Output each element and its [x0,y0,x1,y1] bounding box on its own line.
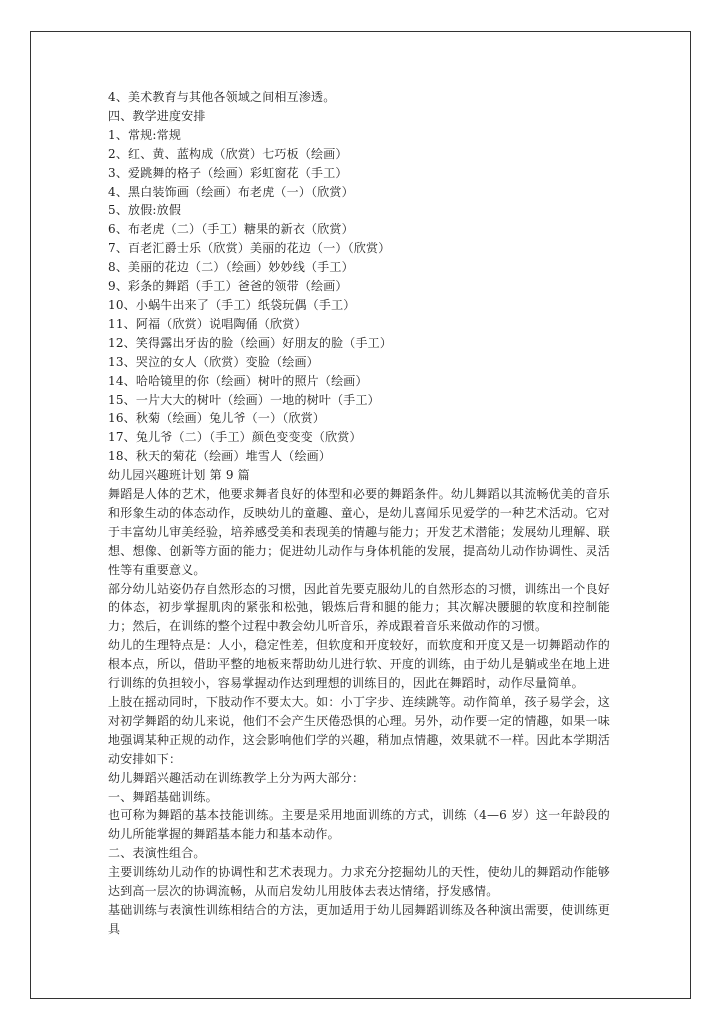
body-paragraph: 也可称为舞蹈的基本技能训练。主要是采用地面训练的方式，训练（4—6 岁）这一年龄段的幼儿所能掌握的舞蹈基本能力和基本动作。 [108,808,610,842]
schedule-item: 1、常规:常规 [108,127,182,142]
schedule-item: 6、布老虎（二）（手工）糖果的新衣（欣赏） [108,222,354,237]
schedule-item: 17、兔儿爷（二）（手工）颜色变变变（欣赏） [108,430,362,445]
body-paragraph: 舞蹈是人体的艺术，他要求舞者良好的体型和必要的舞蹈条件。幼儿舞蹈以其流畅优美的音乐和形象生动的体态动作，反映幼儿的童趣、童心，是幼儿喜闻乐见爱学的一种艺术活动。它对于丰富幼儿审美经验，培养感受美和表现美的情趣与能力；开发艺术潜能；发展幼儿理解、联想、想像、创新等方面的能力；促进幼儿动作与身体机能的发展，提高幼儿动作协调性、灵活性等有重要意义。 [108,487,610,577]
chapter-title: 幼儿园兴趣班计划 第 9 篇 [108,468,250,483]
schedule-item: 9、彩条的舞蹈（手工）爸爸的领带（绘画） [108,279,348,294]
schedule-item: 8、美丽的花边（二）（绘画）妙妙线（手工） [108,260,354,275]
schedule-item: 13、哭泣的女人（欣赏）变脸（绘画） [108,354,319,369]
body-paragraph: 主要训练幼儿动作的协调性和艺术表现力。力求充分挖掘幼儿的天性，使幼儿的舞蹈动作能够达到高一层次的协调流畅，从而启发幼儿用肢体去表达情绪，抒发感情。 [108,865,610,899]
body-paragraph: 部分幼儿站姿仍存自然形态的习惯，因此首先要克服幼儿的自然形态的习惯，训练出一个良好的体态，初步掌握肌肉的紧张和松弛，锻炼后背和腿的能力；其次解决腰腿的软度和控制能力；然后，在训练的整个过程中教会幼儿听音乐，养成跟着音乐来做动作的习惯。 [108,581,610,634]
schedule-item: 3、爱跳舞的格子（绘画）彩虹窗花（手工） [108,165,348,180]
document-body [108,88,610,939]
schedule-item: 12、笑得露出牙齿的脸（绘画）好朋友的脸（手工） [108,335,393,350]
schedule-item: 7、百老汇爵士乐（欣赏）美丽的花边（一）（欣赏） [108,241,391,256]
section-heading: 二、表演性组合。 [108,846,206,861]
schedule-item: 16、秋菊（绘画）兔儿爷（一）（欣赏） [108,411,326,426]
section-heading: 一、舞蹈基础训练。 [108,789,218,804]
text-line: 4、美术教育与其他各领域之间相互渗透。 [108,90,336,104]
body-paragraph: 上肢在摇动同时，下肢动作不要太大。如：小丁字步、连续跳等。动作简单，孩子易学会，这对初学舞蹈的幼儿来说，他们不会产生厌倦恐惧的心理。另外，动作要一定的情趣，如果一味地强调某种正规的动作，这会影响他们学的兴趣，稍加点情趣，效果就不一样。因此本学期活动安排如下： [108,695,610,766]
body-paragraph: 幼儿的生理特点是：人小，稳定性差，但软度和开度较好，而软度和开度又是一切舞蹈动作的根本点，所以，借助平整的地板来帮助幼儿进行软、开度的训练，由于幼儿是躺或坐在地上进行训练的负担较小，容易掌握动作达到理想的训练目的，因此在舞蹈时，动作尽量简单。 [108,638,610,691]
body-paragraph: 基础训练与表演性训练相结合的方法，更加适用于幼儿园舞蹈训练及各种演出需要，使训练更具 [108,902,610,936]
schedule-item: 10、小蜗牛出来了（手工）纸袋玩偶（手工） [108,297,356,312]
schedule-item: 2、红、黄、蓝构成（欣赏）七巧板（绘画） [108,146,348,161]
body-paragraph: 幼儿舞蹈兴趣活动在训练教学上分为两大部分： [108,770,365,785]
schedule-item: 18、秋天的菊花（绘画）堆雪人（绘画） [108,449,332,464]
schedule-item: 4、黑白装饰画（绘画）布老虎（一）（欣赏） [108,184,354,199]
schedule-item: 5、放假:放假 [108,203,182,218]
schedule-item: 15、一片大大的树叶（绘画）一地的树叶（手工） [108,392,380,407]
schedule-item: 11、阿福（欣赏）说唱陶俑（欣赏） [108,316,307,331]
schedule-item: 14、哈哈镜里的你（绘画）树叶的照片（绘画） [108,373,368,388]
section-heading: 四、教学进度安排 [108,108,206,123]
